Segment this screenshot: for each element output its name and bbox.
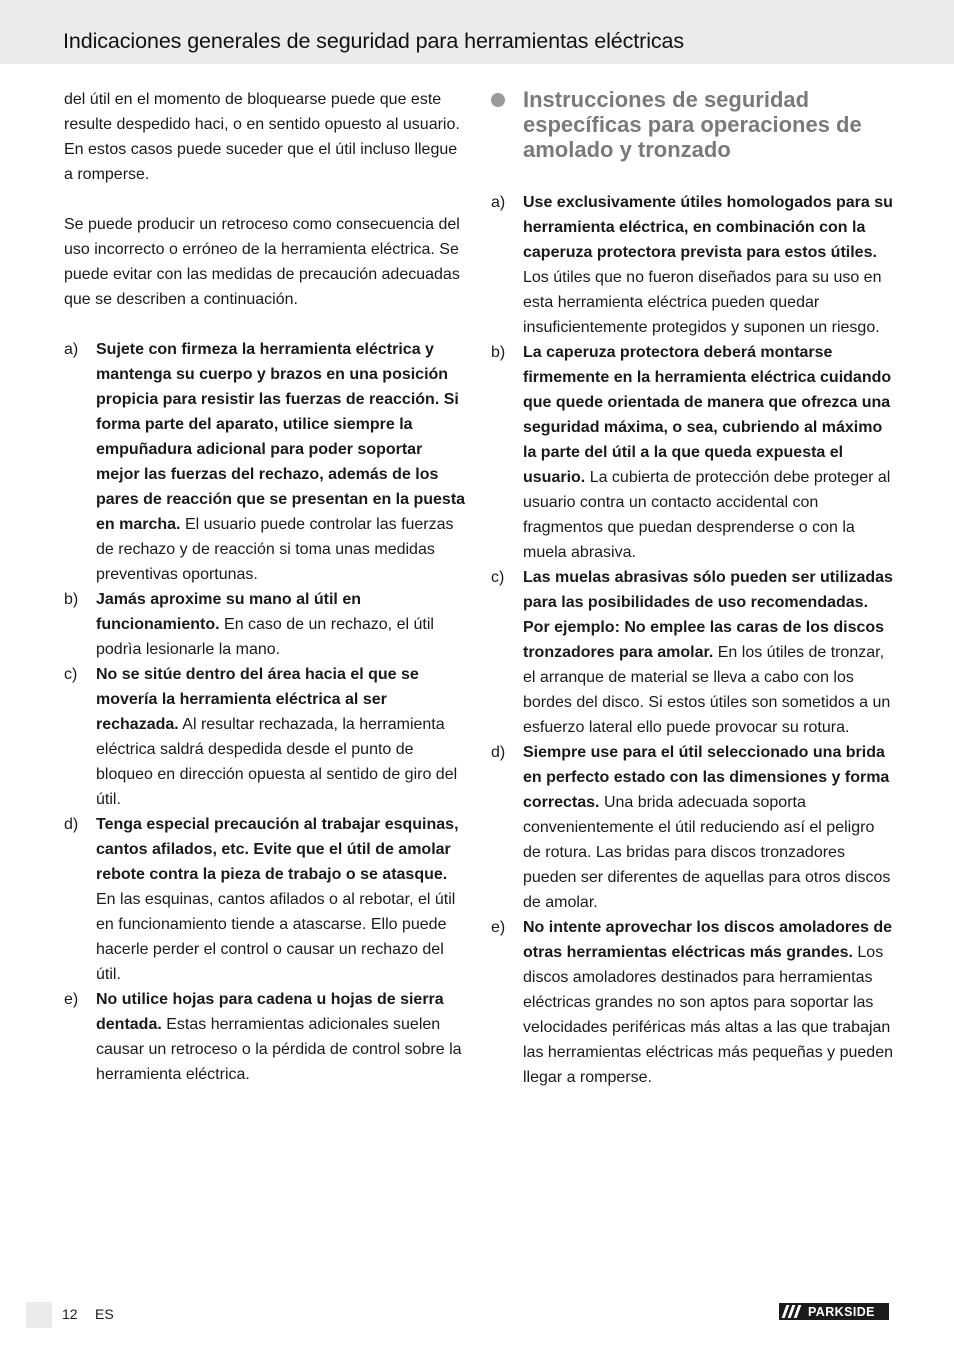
section-heading	[491, 87, 895, 162]
item-bold-text: Las muelas abrasivas sólo pueden ser utilizadas para las posibilidades de uso recomendadas. Por ejemplo: No emplee las caras de los discos tronzadores para amolar.	[523, 569, 893, 661]
item-letter: d)	[491, 744, 506, 761]
item-bold-text: La caperuza protectora deberá montarse firmemente en la herramienta eléctrica cuidando que quede orientada de manera que ofrezca una seguridad máxima, o sea, cubriendo al máximo la parte del útil a la que queda expuesta el usuario.	[523, 344, 892, 486]
item-bold-text: Sujete con firmeza la herramienta eléctrica y mantenga su cuerpo y brazos en una posición propicia para resistir las fuerzas de reacción. Si forma parte del aparato, utilice siempre la empuñadura adicional para poder soportar mejor las fuerzas del rechazo, además de los pares de reacción que se presentan en la puesta en marcha.	[96, 341, 466, 533]
item-letter: b)	[64, 591, 79, 608]
list-item	[64, 662, 466, 812]
language-code: ES	[95, 1306, 114, 1322]
list-item	[491, 340, 895, 565]
item-text: El usuario puede controlar las fuerzas de rechazo y de reacción si toma unas medidas preventivas oportunas.	[96, 516, 454, 583]
item-text: En los útiles de tronzar, el arranque de material se lleva a cabo con los bordes del disco. Si estos útiles son sometidos a un esfuerzo lateral ello puede provocar su rotura.	[523, 644, 891, 736]
item-text: En las esquinas, cantos afilados o al rebotar, el útil en funcionamiento tiende a atascarse. Ello puede hacerle perder el control o causar un rechazo del útil.	[96, 891, 456, 983]
list-item	[491, 915, 895, 1090]
logo-stripes-icon	[779, 1303, 808, 1320]
item-bold-text: Tenga especial precaución al trabajar esquinas, cantos afilados, etc. Evite que el útil de amolar rebote contra la pieza de trabajo o se atasque.	[96, 816, 459, 883]
item-letter: d)	[64, 816, 79, 833]
page-title: Indicaciones generales de seguridad para herramientas eléctricas	[63, 29, 685, 53]
parkside-logo	[779, 1303, 889, 1320]
item-letter: a)	[64, 341, 79, 358]
item-text: Los útiles que no fueron diseñados para su uso en esta herramienta eléctrica pueden quedar insuficientemente protegidos y suponen un riesgo.	[523, 269, 882, 336]
item-bold-text: No se sitúe dentro del área hacia el que se movería la herramienta eléctrica al ser rechazada.	[96, 666, 419, 733]
item-letter: c)	[491, 569, 505, 586]
intro-paragraph-1: del útil en el momento de bloquearse puede que este resulte despedido haci, o en sentido opuesto al usuario. En estos casos puede suceder que el útil incluso llegue a romperse.	[64, 91, 460, 183]
item-bold-text: No intente aprovechar los discos amoladores de otras herramientas eléctricas más grandes.	[523, 919, 892, 961]
item-text: La cubierta de protección debe proteger al usuario contra un contacto accidental con fragmentos que puedan desprenderse o con la muela abrasiva.	[523, 469, 891, 561]
list-item	[64, 987, 466, 1087]
item-bold-text: Jamás aproxime su mano al útil en funcionamiento.	[96, 591, 361, 633]
logo-text: PARKSIDE	[808, 1304, 875, 1319]
item-text: Estas herramientas adicionales suelen causar un retroceso o la pérdida de control sobre la herramienta eléctrica.	[96, 1016, 462, 1083]
section-title: Instrucciones de seguridad específicas para operaciones de amolado y tronzado	[523, 87, 862, 162]
list-item	[64, 337, 466, 587]
left-column	[64, 87, 466, 1087]
item-bold-text: No utilice hojas para cadena u hojas de sierra dentada.	[96, 991, 444, 1033]
item-text: En caso de un rechazo, el útil podrìa lesionarle la mano.	[96, 616, 434, 658]
item-letter: b)	[491, 344, 506, 361]
item-text: Una brida adecuada soporta convenientemente el útil reduciendo así el peligro de rotura. Las bridas para discos tronzadores pueden ser diferentes de aquellas para otros discos de amolar.	[523, 794, 891, 911]
list-item	[491, 190, 895, 340]
right-column	[491, 87, 895, 1090]
intro-paragraph-2: Se puede producir un retroceso como consecuencia del uso incorrecto o erróneo de la herramienta eléctrica. Se puede evitar con las medidas de precaución adecuadas que se describen a continuación.	[64, 216, 460, 308]
item-bold-text: Siempre use para el útil seleccionado una brida en perfecto estado con las dimensiones y forma correctas.	[523, 744, 890, 811]
item-bold-text: Use exclusivamente útiles homologados para su herramienta eléctrica, en combinación con la caperuza protectora prevista para estos útiles.	[523, 194, 893, 261]
item-letter: a)	[491, 194, 506, 211]
bullet-icon	[491, 93, 505, 107]
list-item	[64, 587, 466, 662]
list-item	[491, 565, 895, 740]
page-header	[0, 0, 954, 64]
item-letter: e)	[64, 991, 79, 1008]
item-letter: e)	[491, 919, 506, 936]
item-letter: c)	[64, 666, 78, 683]
page-marker-box	[26, 1302, 52, 1328]
page-number: 12	[62, 1306, 78, 1322]
list-item	[64, 812, 466, 987]
list-item	[491, 740, 895, 915]
item-text: Los discos amoladores destinados para herramientas eléctricas grandes no son aptos para soportar las velocidades periféricas más altas a las que trabajan las herramientas eléctricas más pequeñas y pueden llegar a romperse.	[523, 944, 893, 1086]
item-text: Al resultar rechazada, la herramienta eléctrica saldrá despedida desde el punto de bloqueo en dirección opuesta al sentido de giro del útil.	[96, 716, 458, 808]
